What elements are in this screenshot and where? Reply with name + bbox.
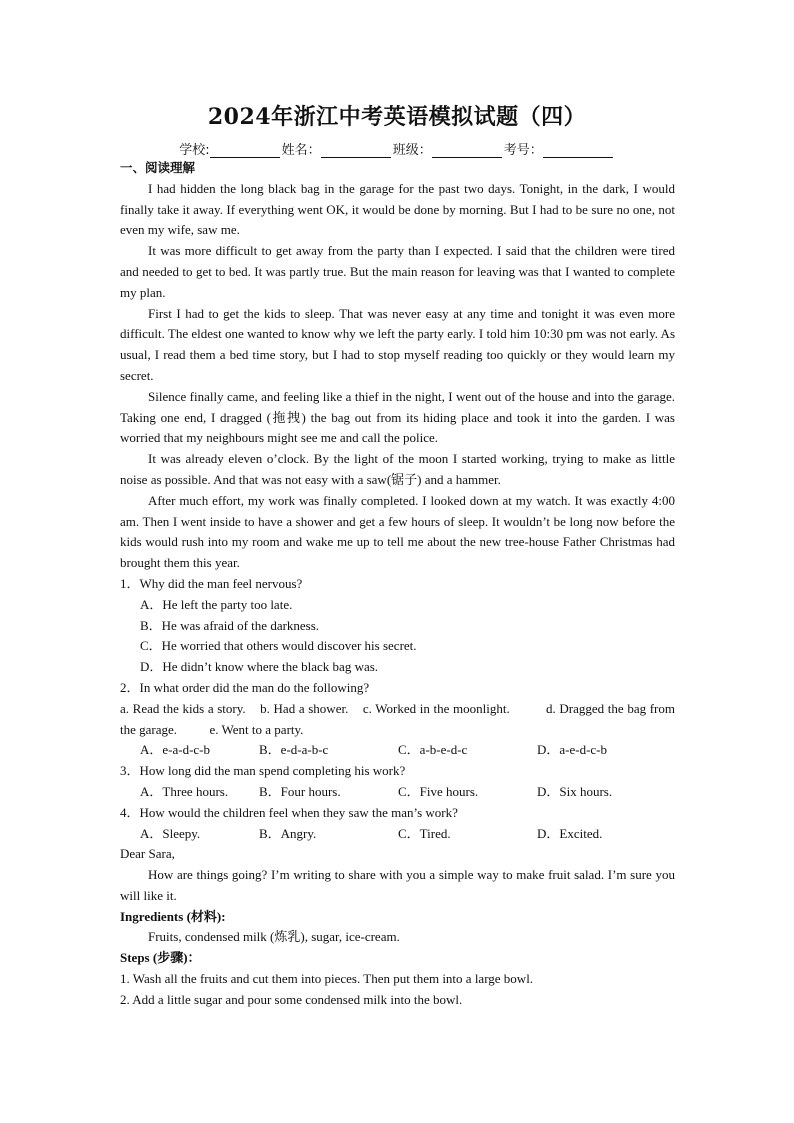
- section-heading: 一、阅读理解: [120, 160, 196, 175]
- question-3-option-c: C．Five hours.: [398, 783, 479, 799]
- question-4-stem: 4．How would the children feel when they saw the man’s work?: [120, 804, 458, 820]
- step-item: 1. Wash all the fruits and cut them into pieces. Then put them into a large bowl.: [120, 971, 534, 987]
- passage-paragraph: I had hidden the long black bag in the garage for the past two days. Tonight, in the dark, I would finally take it away. If everything went OK, it would be done by morning. But I had to be sure no one, not even my wife, saw me.: [120, 180, 675, 238]
- ingredients-heading: Ingredients (材料):: [120, 908, 226, 924]
- name-blank[interactable]: [321, 144, 391, 158]
- passage-paragraph: After much effort, my work was finally completed. I looked down at my watch. It was exactly 4:00 am. Then I went inside to have a shower and get a few hours of sleep. It wouldn’t be long now before the kids would rush into my room and wake me up to tell me about the new tree-house Father Christmas had brought them this year.: [120, 492, 675, 571]
- exam-content: [120, 158, 679, 1011]
- question-4-option-b: B．Angry.: [259, 825, 317, 841]
- passage-paragraph: Silence finally came, and feeling like a thief in the night, I went out of the house and into the garage. Taking one end, I dragged (拖拽) the bag out from its hiding place and took it into the garden. I was worried that my neighbours might see me and call the police.: [120, 388, 675, 446]
- exam-no-label: 考号：: [503, 143, 543, 158]
- question-1-stem: 1．Why did the man feel nervous?: [120, 575, 303, 591]
- question-2-events: a. Read the kids a story. b. Had a shower. c. Worked in the moonlight. d. Dragged the bag from the garage. e. Went to a party.: [120, 700, 679, 737]
- school-label: 学校:: [179, 143, 210, 158]
- step-item: 2. Add a little sugar and pour some condensed milk into the bowl.: [120, 991, 463, 1007]
- question-4-option-a: A．Sleepy.: [140, 825, 201, 841]
- question-2-stem: 2．In what order did the man do the following?: [120, 679, 370, 695]
- class-label: 班级：: [392, 143, 432, 158]
- ingredients-list: Fruits, condensed milk (炼乳), sugar, ice-cream.: [148, 929, 400, 945]
- question-2-option-b: B．e-d-a-b-c: [259, 742, 329, 758]
- page-title: 2024年浙江中考英语模拟试题（四）: [207, 104, 587, 130]
- question-1-option-c: C．He worried that others would discover his secret.: [140, 638, 417, 654]
- exam-no-blank[interactable]: [543, 144, 613, 158]
- class-blank[interactable]: [432, 144, 502, 158]
- question-1-option-a: A．He left the party too late.: [140, 596, 293, 612]
- question-1-option-b: B．He was afraid of the darkness.: [140, 617, 320, 633]
- question-3-options: [120, 782, 675, 803]
- question-4-option-d: D．Excited.: [537, 825, 603, 841]
- question-2-option-d: D．a-e-d-c-b: [537, 742, 608, 758]
- question-2-options: [120, 740, 675, 761]
- letter-greeting: Dear Sara,: [120, 846, 175, 862]
- question-1-option-d: D．He didn’t know where the black bag was.: [140, 659, 379, 675]
- question-2-option-c: C．a-b-e-d-c: [398, 742, 468, 758]
- passage-paragraph: It was already eleven o’clock. By the light of the moon I started working, trying to make as little noise as possible. And that was not easy with a saw(锯子) and a hammer.: [120, 451, 675, 487]
- name-label: 姓名：: [281, 143, 321, 158]
- school-blank[interactable]: [210, 144, 280, 158]
- student-info-line: [0, 139, 794, 158]
- question-4-option-c: C．Tired.: [398, 825, 451, 841]
- question-3-option-d: D．Six hours.: [537, 783, 613, 799]
- passage-paragraph: First I had to get the kids to sleep. That was never easy at any time and tonight it was even more difficult. The eldest one wanted to know why we left the party early. I told him 10:30 pm was not early. As usual, I read them a bed time story, but I had to stop myself reading too quickly or they would learn my secret.: [120, 305, 675, 383]
- passage-paragraph: It was more difficult to get away from the party than I expected. I said that the children were tired and needed to get to bed. It was partly true. But the main reason for leaving was that I wanted to complete my plan.: [120, 243, 675, 300]
- question-3-stem: 3．How long did the man spend completing his work?: [120, 763, 406, 779]
- question-3-option-a: A．Three hours.: [140, 783, 229, 799]
- steps-heading: Steps (步骤)：: [120, 950, 201, 966]
- question-3-option-b: B．Four hours.: [259, 783, 341, 799]
- question-2-option-a: A．e-a-d-c-b: [140, 742, 211, 758]
- question-4-options: [120, 824, 675, 845]
- letter-intro: How are things going? I’m writing to share with you a simple way to make fruit salad. I’m sure you will like it.: [120, 867, 675, 903]
